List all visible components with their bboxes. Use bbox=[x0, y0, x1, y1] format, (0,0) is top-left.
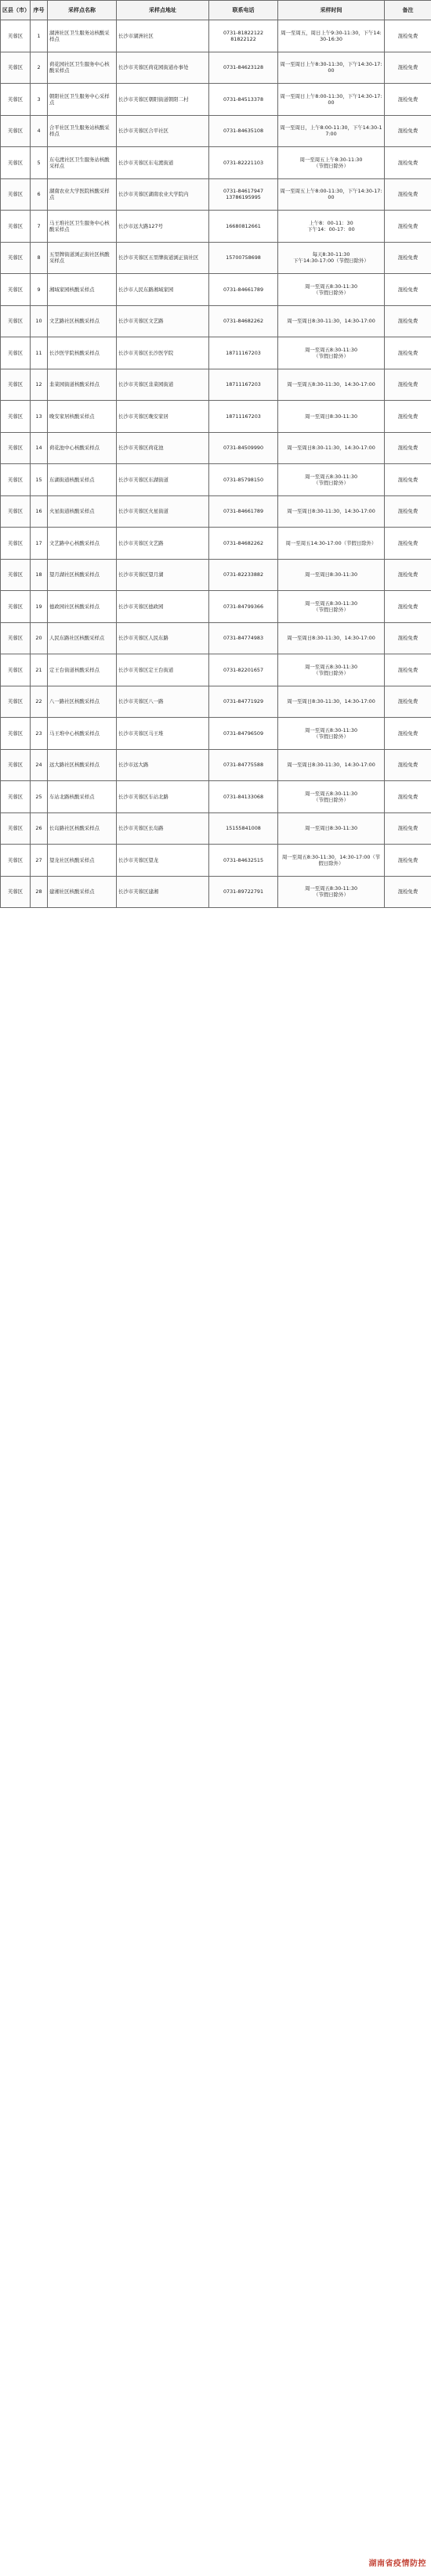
site-name-cell: 望龙社区核酸采样点 bbox=[48, 845, 117, 877]
sampling-time-cell: 周一至周日8:30-11:30，14:30-17:00 bbox=[278, 495, 385, 528]
table-row bbox=[1, 749, 431, 781]
district-cell: 芙蓉区 bbox=[1, 401, 31, 433]
table-row bbox=[1, 781, 431, 813]
site-name-cell: 定王台街道核酸采样点 bbox=[48, 654, 117, 686]
remark-cell: 混检免费 bbox=[385, 147, 431, 179]
table-row bbox=[1, 686, 431, 718]
table-row bbox=[1, 622, 431, 654]
district-cell: 芙蓉区 bbox=[1, 812, 31, 845]
address-cell: 长沙市芙蓉区湖南农业大学院内 bbox=[117, 178, 209, 211]
district-cell: 芙蓉区 bbox=[1, 495, 31, 528]
phone-cell: 0731-84682262 bbox=[209, 528, 278, 560]
site-name-cell: 文艺路中心核酸采样点 bbox=[48, 528, 117, 560]
site-name-cell: 合平社区卫生服务站核酸采样点 bbox=[48, 115, 117, 147]
sampling-time-cell: 周一至周日8:30-11:30 bbox=[278, 812, 385, 845]
table-row bbox=[1, 84, 431, 116]
site-name-cell: 长沙医学院核酸采样点 bbox=[48, 337, 117, 369]
number-cell: 2 bbox=[31, 52, 48, 84]
address-cell: 长沙市湖洲社区 bbox=[117, 20, 209, 52]
remark-cell: 混检免费 bbox=[385, 20, 431, 52]
address-cell: 长沙市芙蓉区合平社区 bbox=[117, 115, 209, 147]
sampling-time-cell: 周一至周五8:30-11:30 （节假日除外） bbox=[278, 337, 385, 369]
district-cell: 芙蓉区 bbox=[1, 845, 31, 877]
address-cell: 长沙市芙蓉区文艺路 bbox=[117, 528, 209, 560]
phone-cell: 0731-81822122 81822122 bbox=[209, 20, 278, 52]
sampling-time-cell: 周一至周日8:30-11:30，14:30-17:00 bbox=[278, 686, 385, 718]
number-cell: 26 bbox=[31, 812, 48, 845]
sampling-time-cell: 周一至周日上午8:00-11:30，下午14:30-17:00 bbox=[278, 84, 385, 116]
table-header-row bbox=[1, 1, 431, 20]
table-row bbox=[1, 52, 431, 84]
district-cell: 芙蓉区 bbox=[1, 432, 31, 464]
sampling-time-cell: 每天8:30-11:30 下午14:30-17:00（节假日除外） bbox=[278, 242, 385, 274]
site-name-cell: 德政园社区核酸采样点 bbox=[48, 591, 117, 623]
phone-cell: 0731-84771929 bbox=[209, 686, 278, 718]
table-row bbox=[1, 718, 431, 750]
number-cell: 5 bbox=[31, 147, 48, 179]
remark-cell: 混检免费 bbox=[385, 781, 431, 813]
remark-cell: 混检免费 bbox=[385, 464, 431, 496]
address-cell: 长沙市芙蓉区荷花园街道办事处 bbox=[117, 52, 209, 84]
district-cell: 芙蓉区 bbox=[1, 369, 31, 401]
number-cell: 3 bbox=[31, 84, 48, 116]
district-cell: 芙蓉区 bbox=[1, 242, 31, 274]
table-row bbox=[1, 178, 431, 211]
address-cell: 长沙市芙蓉区八一路 bbox=[117, 686, 209, 718]
site-name-cell: 车站北路核酸采样点 bbox=[48, 781, 117, 813]
remark-cell: 混检免费 bbox=[385, 812, 431, 845]
address-cell: 长沙市芙蓉区车站北路 bbox=[117, 781, 209, 813]
number-cell: 14 bbox=[31, 432, 48, 464]
site-name-cell: 八一路社区核酸采样点 bbox=[48, 686, 117, 718]
number-cell: 13 bbox=[31, 401, 48, 433]
number-cell: 19 bbox=[31, 591, 48, 623]
remark-cell: 混检免费 bbox=[385, 591, 431, 623]
number-cell: 11 bbox=[31, 337, 48, 369]
table-row bbox=[1, 211, 431, 243]
district-cell: 芙蓉区 bbox=[1, 147, 31, 179]
sampling-time-cell: 周一至周日8:30-11:30 bbox=[278, 401, 385, 433]
phone-cell: 16680812661 bbox=[209, 211, 278, 243]
remark-cell: 混检免费 bbox=[385, 432, 431, 464]
number-cell: 9 bbox=[31, 274, 48, 306]
sampling-time-cell: 周一至周五8:30-11:30，14:30-17:00 bbox=[278, 369, 385, 401]
sampling-time-cell: 周一至周日8:30-11:30，14:30-17:00 bbox=[278, 432, 385, 464]
address-cell: 长沙市芙蓉区文艺路 bbox=[117, 305, 209, 337]
number-cell: 27 bbox=[31, 845, 48, 877]
sampling-time-cell: 周一至周五，周日上午9:30-11:30，下午14:30-16:30 bbox=[278, 20, 385, 52]
address-cell: 长沙市芙蓉区长岛路 bbox=[117, 812, 209, 845]
number-cell: 12 bbox=[31, 369, 48, 401]
site-name-cell: 火星街道核酸采样点 bbox=[48, 495, 117, 528]
remark-cell: 混检免费 bbox=[385, 178, 431, 211]
site-name-cell: 文艺路社区核酸采样点 bbox=[48, 305, 117, 337]
district-cell: 芙蓉区 bbox=[1, 749, 31, 781]
site-name-cell: 晚安家居核酸采样点 bbox=[48, 401, 117, 433]
address-cell: 长沙市芙蓉区人民东路 bbox=[117, 622, 209, 654]
address-cell: 长沙市芙蓉区定王台街道 bbox=[117, 654, 209, 686]
district-cell: 芙蓉区 bbox=[1, 84, 31, 116]
address-cell: 长沙市芙蓉区马王堆 bbox=[117, 718, 209, 750]
district-cell: 芙蓉区 bbox=[1, 305, 31, 337]
number-cell: 6 bbox=[31, 178, 48, 211]
address-cell: 长沙市芙蓉区五里牌街道浏正街社区 bbox=[117, 242, 209, 274]
site-name-cell: 东湖街道核酸采样点 bbox=[48, 464, 117, 496]
table-row bbox=[1, 876, 431, 908]
phone-cell: 0731-84635108 bbox=[209, 115, 278, 147]
sampling-time-cell: 周一至周日，上午8:00-11:30，下午14:30-17:00 bbox=[278, 115, 385, 147]
district-cell: 芙蓉区 bbox=[1, 337, 31, 369]
site-name-cell: 人民东路社区核酸采样点 bbox=[48, 622, 117, 654]
site-name-cell: 建湘社区核酸采样点 bbox=[48, 876, 117, 908]
remark-cell: 混检免费 bbox=[385, 749, 431, 781]
district-cell: 芙蓉区 bbox=[1, 876, 31, 908]
sampling-time-cell: 周一至周五14:30-17:00（节假日除外） bbox=[278, 528, 385, 560]
remark-cell: 混检免费 bbox=[385, 401, 431, 433]
phone-cell: 18711167203 bbox=[209, 369, 278, 401]
remark-cell: 混检免费 bbox=[385, 876, 431, 908]
phone-cell: 0731-84513378 bbox=[209, 84, 278, 116]
sampling-time-cell: 上午8：00-11：30 下午14：00-17：00 bbox=[278, 211, 385, 243]
remark-cell: 混检免费 bbox=[385, 654, 431, 686]
address-cell: 长沙市远大路127号 bbox=[117, 211, 209, 243]
address-cell: 长沙市芙蓉区德政园 bbox=[117, 591, 209, 623]
remark-cell: 混检免费 bbox=[385, 686, 431, 718]
table-row bbox=[1, 432, 431, 464]
remark-cell: 混检免费 bbox=[385, 622, 431, 654]
sampling-time-cell: 周一至周五8:30-11:30 （节假日除外） bbox=[278, 274, 385, 306]
table-row bbox=[1, 147, 431, 179]
address-cell: 长沙市芙蓉区建湘 bbox=[117, 876, 209, 908]
phone-cell: 18711167203 bbox=[209, 337, 278, 369]
district-cell: 芙蓉区 bbox=[1, 115, 31, 147]
site-name-cell: 东屯渡社区卫生服务站核酸采样点 bbox=[48, 147, 117, 179]
number-cell: 8 bbox=[31, 242, 48, 274]
remark-cell: 混检免费 bbox=[385, 115, 431, 147]
address-cell: 长沙市远大路 bbox=[117, 749, 209, 781]
address-cell: 长沙市芙蓉区东屯渡街道 bbox=[117, 147, 209, 179]
remark-cell: 混检免费 bbox=[385, 274, 431, 306]
district-cell: 芙蓉区 bbox=[1, 528, 31, 560]
sampling-time-cell: 周一至周日8:30-11:30，14:30-17:00 bbox=[278, 305, 385, 337]
table-body bbox=[1, 20, 431, 908]
header-address: 采样点地址 bbox=[117, 1, 209, 20]
site-name-cell: 五里牌街道浏正街社区核酸采样点 bbox=[48, 242, 117, 274]
district-cell: 芙蓉区 bbox=[1, 464, 31, 496]
table-row bbox=[1, 274, 431, 306]
district-cell: 芙蓉区 bbox=[1, 718, 31, 750]
phone-cell: 0731-82221103 bbox=[209, 147, 278, 179]
remark-cell: 混检免费 bbox=[385, 211, 431, 243]
remark-cell: 混检免费 bbox=[385, 495, 431, 528]
table-row bbox=[1, 242, 431, 274]
sampling-time-cell: 周一至周五8:30-11:30 （节假日除外） bbox=[278, 718, 385, 750]
phone-cell: 0731-84632515 bbox=[209, 845, 278, 877]
header-site-name: 采样点名称 bbox=[48, 1, 117, 20]
address-cell: 长沙市芙蓉区望月湖 bbox=[117, 559, 209, 591]
sampling-time-cell: 周一至周日8:30-11:30，14:30-17:00 bbox=[278, 622, 385, 654]
table-row bbox=[1, 845, 431, 877]
address-cell: 长沙市芙蓉区荷花池 bbox=[117, 432, 209, 464]
number-cell: 4 bbox=[31, 115, 48, 147]
table-row bbox=[1, 337, 431, 369]
table-row bbox=[1, 305, 431, 337]
table-row bbox=[1, 20, 431, 52]
table-row bbox=[1, 654, 431, 686]
table-row bbox=[1, 591, 431, 623]
number-cell: 25 bbox=[31, 781, 48, 813]
district-cell: 芙蓉区 bbox=[1, 211, 31, 243]
phone-cell: 15700758698 bbox=[209, 242, 278, 274]
header-remark: 备注 bbox=[385, 1, 431, 20]
phone-cell: 0731-84796509 bbox=[209, 718, 278, 750]
table-row bbox=[1, 528, 431, 560]
table-row bbox=[1, 369, 431, 401]
phone-cell: 0731-85798150 bbox=[209, 464, 278, 496]
phone-cell: 0731-84509990 bbox=[209, 432, 278, 464]
site-name-cell: 韭菜园街道核酸采样点 bbox=[48, 369, 117, 401]
phone-cell: 0731-82201657 bbox=[209, 654, 278, 686]
address-cell: 长沙市芙蓉区长沙医学院 bbox=[117, 337, 209, 369]
site-name-cell: 马王堆中心核酸采样点 bbox=[48, 718, 117, 750]
table-row bbox=[1, 115, 431, 147]
number-cell: 21 bbox=[31, 654, 48, 686]
number-cell: 15 bbox=[31, 464, 48, 496]
number-cell: 10 bbox=[31, 305, 48, 337]
sampling-time-cell: 周一至周五8:30-11:30，14:30-17:00（节假日除外） bbox=[278, 845, 385, 877]
header-sampling-time: 采样时间 bbox=[278, 1, 385, 20]
table-row bbox=[1, 495, 431, 528]
header-number: 序号 bbox=[31, 1, 48, 20]
header-district: 区县（市） bbox=[1, 1, 31, 20]
sampling-time-cell: 周一至周五上午8:30-11:30 （节假日除外） bbox=[278, 147, 385, 179]
district-cell: 芙蓉区 bbox=[1, 559, 31, 591]
sampling-time-cell: 周一至周五8:30-11:30 （节假日除外） bbox=[278, 591, 385, 623]
sampling-time-cell: 周一至周日8:30-11:30 bbox=[278, 559, 385, 591]
site-name-cell: 远大路社区核酸采样点 bbox=[48, 749, 117, 781]
sampling-time-cell: 周一至周五8:30-11:30 （节假日除外） bbox=[278, 654, 385, 686]
phone-cell: 0731-84623128 bbox=[209, 52, 278, 84]
phone-cell: 0731-84775588 bbox=[209, 749, 278, 781]
phone-cell: 0731-84661789 bbox=[209, 274, 278, 306]
phone-cell: 18711167203 bbox=[209, 401, 278, 433]
remark-cell: 混检免费 bbox=[385, 84, 431, 116]
address-cell: 长沙市芙蓉区望龙 bbox=[117, 845, 209, 877]
site-name-cell: 望月湖社区核酸采样点 bbox=[48, 559, 117, 591]
remark-cell: 混检免费 bbox=[385, 369, 431, 401]
table-row bbox=[1, 464, 431, 496]
table-row bbox=[1, 401, 431, 433]
address-cell: 长沙市人民东路湘域家园 bbox=[117, 274, 209, 306]
phone-cell: 15155841008 bbox=[209, 812, 278, 845]
site-name-cell: 湖南农业大学医院核酸采样点 bbox=[48, 178, 117, 211]
table-row bbox=[1, 559, 431, 591]
address-cell: 长沙市芙蓉区东湖街道 bbox=[117, 464, 209, 496]
sampling-time-cell: 周一至周五8:30-11:30 （节假日除外） bbox=[278, 464, 385, 496]
phone-cell: 0731-84617947 13786195995 bbox=[209, 178, 278, 211]
remark-cell: 混检免费 bbox=[385, 337, 431, 369]
site-name-cell: 湖洲社区卫生服务站核酸采样点 bbox=[48, 20, 117, 52]
phone-cell: 0731-84774983 bbox=[209, 622, 278, 654]
number-cell: 20 bbox=[31, 622, 48, 654]
header-phone: 联系电话 bbox=[209, 1, 278, 20]
phone-cell: 0731-89722791 bbox=[209, 876, 278, 908]
remark-cell: 混检免费 bbox=[385, 528, 431, 560]
sampling-time-cell: 周一至周日8:30-11:30，14:30-17:00 bbox=[278, 749, 385, 781]
district-cell: 芙蓉区 bbox=[1, 274, 31, 306]
district-cell: 芙蓉区 bbox=[1, 781, 31, 813]
district-cell: 芙蓉区 bbox=[1, 178, 31, 211]
district-cell: 芙蓉区 bbox=[1, 591, 31, 623]
address-cell: 长沙市芙蓉区晚安家居 bbox=[117, 401, 209, 433]
site-name-cell: 荷花池中心核酸采样点 bbox=[48, 432, 117, 464]
number-cell: 7 bbox=[31, 211, 48, 243]
number-cell: 24 bbox=[31, 749, 48, 781]
number-cell: 22 bbox=[31, 686, 48, 718]
address-cell: 长沙市芙蓉区火星街道 bbox=[117, 495, 209, 528]
number-cell: 23 bbox=[31, 718, 48, 750]
district-cell: 芙蓉区 bbox=[1, 686, 31, 718]
number-cell: 1 bbox=[31, 20, 48, 52]
remark-cell: 混检免费 bbox=[385, 242, 431, 274]
remark-cell: 混检免费 bbox=[385, 559, 431, 591]
table-row bbox=[1, 812, 431, 845]
sampling-time-cell: 周一至周日上午8:30-11:30，下午14:30-17:00 bbox=[278, 52, 385, 84]
site-name-cell: 朝阳社区卫生服务中心采样点 bbox=[48, 84, 117, 116]
number-cell: 17 bbox=[31, 528, 48, 560]
number-cell: 28 bbox=[31, 876, 48, 908]
sampling-time-cell: 周一至周五8:30-11:30 （节假日除外） bbox=[278, 781, 385, 813]
district-cell: 芙蓉区 bbox=[1, 52, 31, 84]
site-name-cell: 荷花园社区卫生服务中心核酸采样点 bbox=[48, 52, 117, 84]
district-cell: 芙蓉区 bbox=[1, 20, 31, 52]
phone-cell: 0731-84799366 bbox=[209, 591, 278, 623]
address-cell: 长沙市芙蓉区朝阳街道朝阳二村 bbox=[117, 84, 209, 116]
remark-cell: 混检免费 bbox=[385, 845, 431, 877]
phone-cell: 0731-84133068 bbox=[209, 781, 278, 813]
number-cell: 16 bbox=[31, 495, 48, 528]
remark-cell: 混检免费 bbox=[385, 52, 431, 84]
remark-cell: 混检免费 bbox=[385, 718, 431, 750]
address-cell: 长沙市芙蓉区韭菜园街道 bbox=[117, 369, 209, 401]
district-cell: 芙蓉区 bbox=[1, 622, 31, 654]
site-name-cell: 湘域家园核酸采样点 bbox=[48, 274, 117, 306]
district-cell: 芙蓉区 bbox=[1, 654, 31, 686]
number-cell: 18 bbox=[31, 559, 48, 591]
site-name-cell: 马王堆社区卫生服务中心核酸采样点 bbox=[48, 211, 117, 243]
watermark-text: 湖南省疫情防控 bbox=[368, 2560, 426, 2568]
phone-cell: 0731-84682262 bbox=[209, 305, 278, 337]
site-name-cell: 长岛路社区核酸采样点 bbox=[48, 812, 117, 845]
phone-cell: 0731-84661789 bbox=[209, 495, 278, 528]
phone-cell: 0731-82233882 bbox=[209, 559, 278, 591]
sampling-points-table bbox=[0, 0, 431, 908]
remark-cell: 混检免费 bbox=[385, 305, 431, 337]
sampling-time-cell: 周一至周五8:30-11:30 （节假日除外） bbox=[278, 876, 385, 908]
sampling-time-cell: 周一至周五上午8:00-11:30，下午14:30-17:00 bbox=[278, 178, 385, 211]
